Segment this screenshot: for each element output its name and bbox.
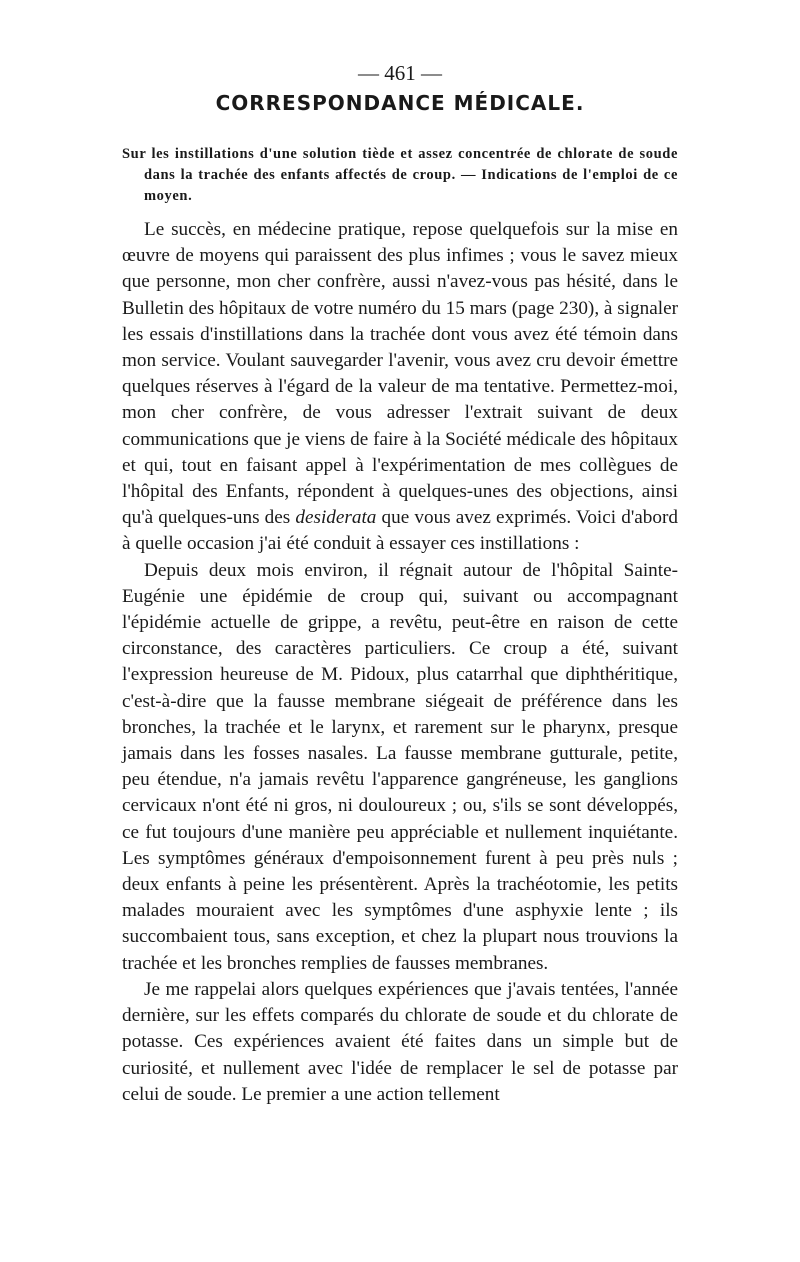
article-subtitle: Sur les instillations d'une solution tiède et assez concentrée de chlorate de soude dans la trachée des enfants affectés de croup. — Indications de l'emploi de ce moyen. bbox=[122, 146, 678, 204]
section-title: CORRESPONDANCE MÉDICALE. bbox=[215, 91, 585, 115]
paragraph-1-text-start: Le succès, en médecine pratique, repose quelquefois sur la mise en œuvre de moyens qui paraissent des plus infimes ; vous le savez mieux que personne, mon cher confrère, aussi n'avez-vous pas hésité, dans le Bulletin des hôpitaux de votre numéro du 15 mars (page 230), à signaler les essais d'instillations dans la trachée dont vous avez été témoin dans mon service. Voulant sauvegarder l'avenir, vous avez cru devoir émettre quelques réserves à l'égard de la valeur de ma tentative. Permettez-moi, mon cher confrère, de vous adresser l'extrait suivant de deux communications que je viens de faire à la Société médicale des hôpitaux et qui, tout en faisant appel à l'expérimentation de mes collègues de l'hôpital des Enfants, répondent à quelques-unes des objections, ainsi qu'à quelques-uns des bbox=[122, 219, 678, 529]
page-number: — 461 — bbox=[358, 61, 442, 85]
paragraph-1-text-end: que vous avez exprimés. Voici d'abord à quelle occasion j'ai été conduit à essayer ces instillations : bbox=[122, 507, 678, 555]
paragraph-1 bbox=[122, 217, 678, 558]
emphasis-desiderata: desiderata bbox=[295, 507, 377, 529]
page bbox=[122, 60, 678, 1108]
paragraph-3: Je me rappelai alors quelques expériences que j'avais tentées, l'année dernière, sur les effets comparés du chlorate de soude et du chlorate de potasse. Ces expériences avaient été faites dans un simple but de curiosité, et nullement avec l'idée de remplacer le sel de potasse par celui de soude. Le premier a une action tellement bbox=[122, 978, 678, 1105]
paragraph-2: Depuis deux mois environ, il régnait autour de l'hôpital Sainte-Eugénie une épidémie de croup qui, suivant ou accompagnant l'épidémie actuelle de grippe, a revêtu, peut-être en raison de cette circonstance, des caractères particuliers. Ce croup a été, suivant l'expression heureuse de M. Pidoux, plus catarrhal que diphthéritique, c'est-à-dire que la fausse membrane siégeait de préférence dans les bronches, la trachée et le larynx, et rarement sur le pharynx, presque jamais dans les fosses nasales. La fausse membrane gutturale, petite, peu étendue, n'a jamais revêtu l'apparence gangréneuse, les ganglions cervicaux n'ont été ni gros, ni douloureux ; ou, s'ils se sont développés, ce fut toujours d'une manière peu appréciable et nullement inquiétante. Les symptômes généraux d'empoisonnement furent à peu près nuls ; deux enfants à peine les présentèrent. Après la trachéotomie, les petits malades mouraient avec les symptômes d'une asphyxie lente ; ils succombaient tous, sans exception, et chez la plupart nous trouvions la trachée et les bronches remplies de fausses membranes. bbox=[122, 559, 678, 974]
